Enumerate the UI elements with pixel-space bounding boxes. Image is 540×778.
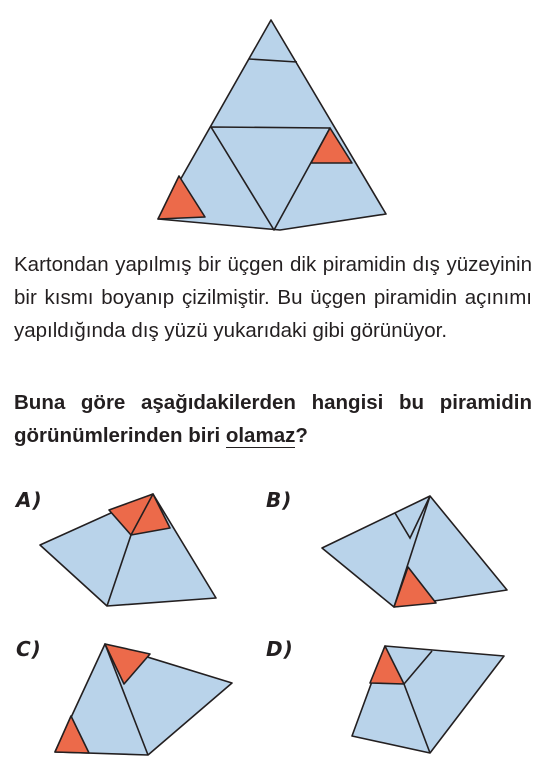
option-d-outline — [352, 646, 504, 753]
option-d-label[interactable]: D) — [266, 637, 294, 661]
question-description: Kartondan yapılmış bir üçgen dik piramidin dış yüzeyinin bir kısmı boyanıp çizilmiştir. Bu üçgen piramidin açınımı yapıldığında dış yüzü yukarıdaki gibi görünüyor. — [14, 253, 532, 342]
prompt-underlined: olamaz — [225, 424, 296, 447]
option-b-label[interactable]: B) — [266, 488, 293, 512]
option-c-label[interactable]: C) — [16, 637, 42, 661]
option-a-label[interactable]: A) — [16, 488, 43, 512]
prompt-start: Buna göre aşağıdakilerden hangisi bu piramidin görünümlerinden biri — [14, 391, 532, 447]
prompt-end: ? — [295, 424, 308, 447]
